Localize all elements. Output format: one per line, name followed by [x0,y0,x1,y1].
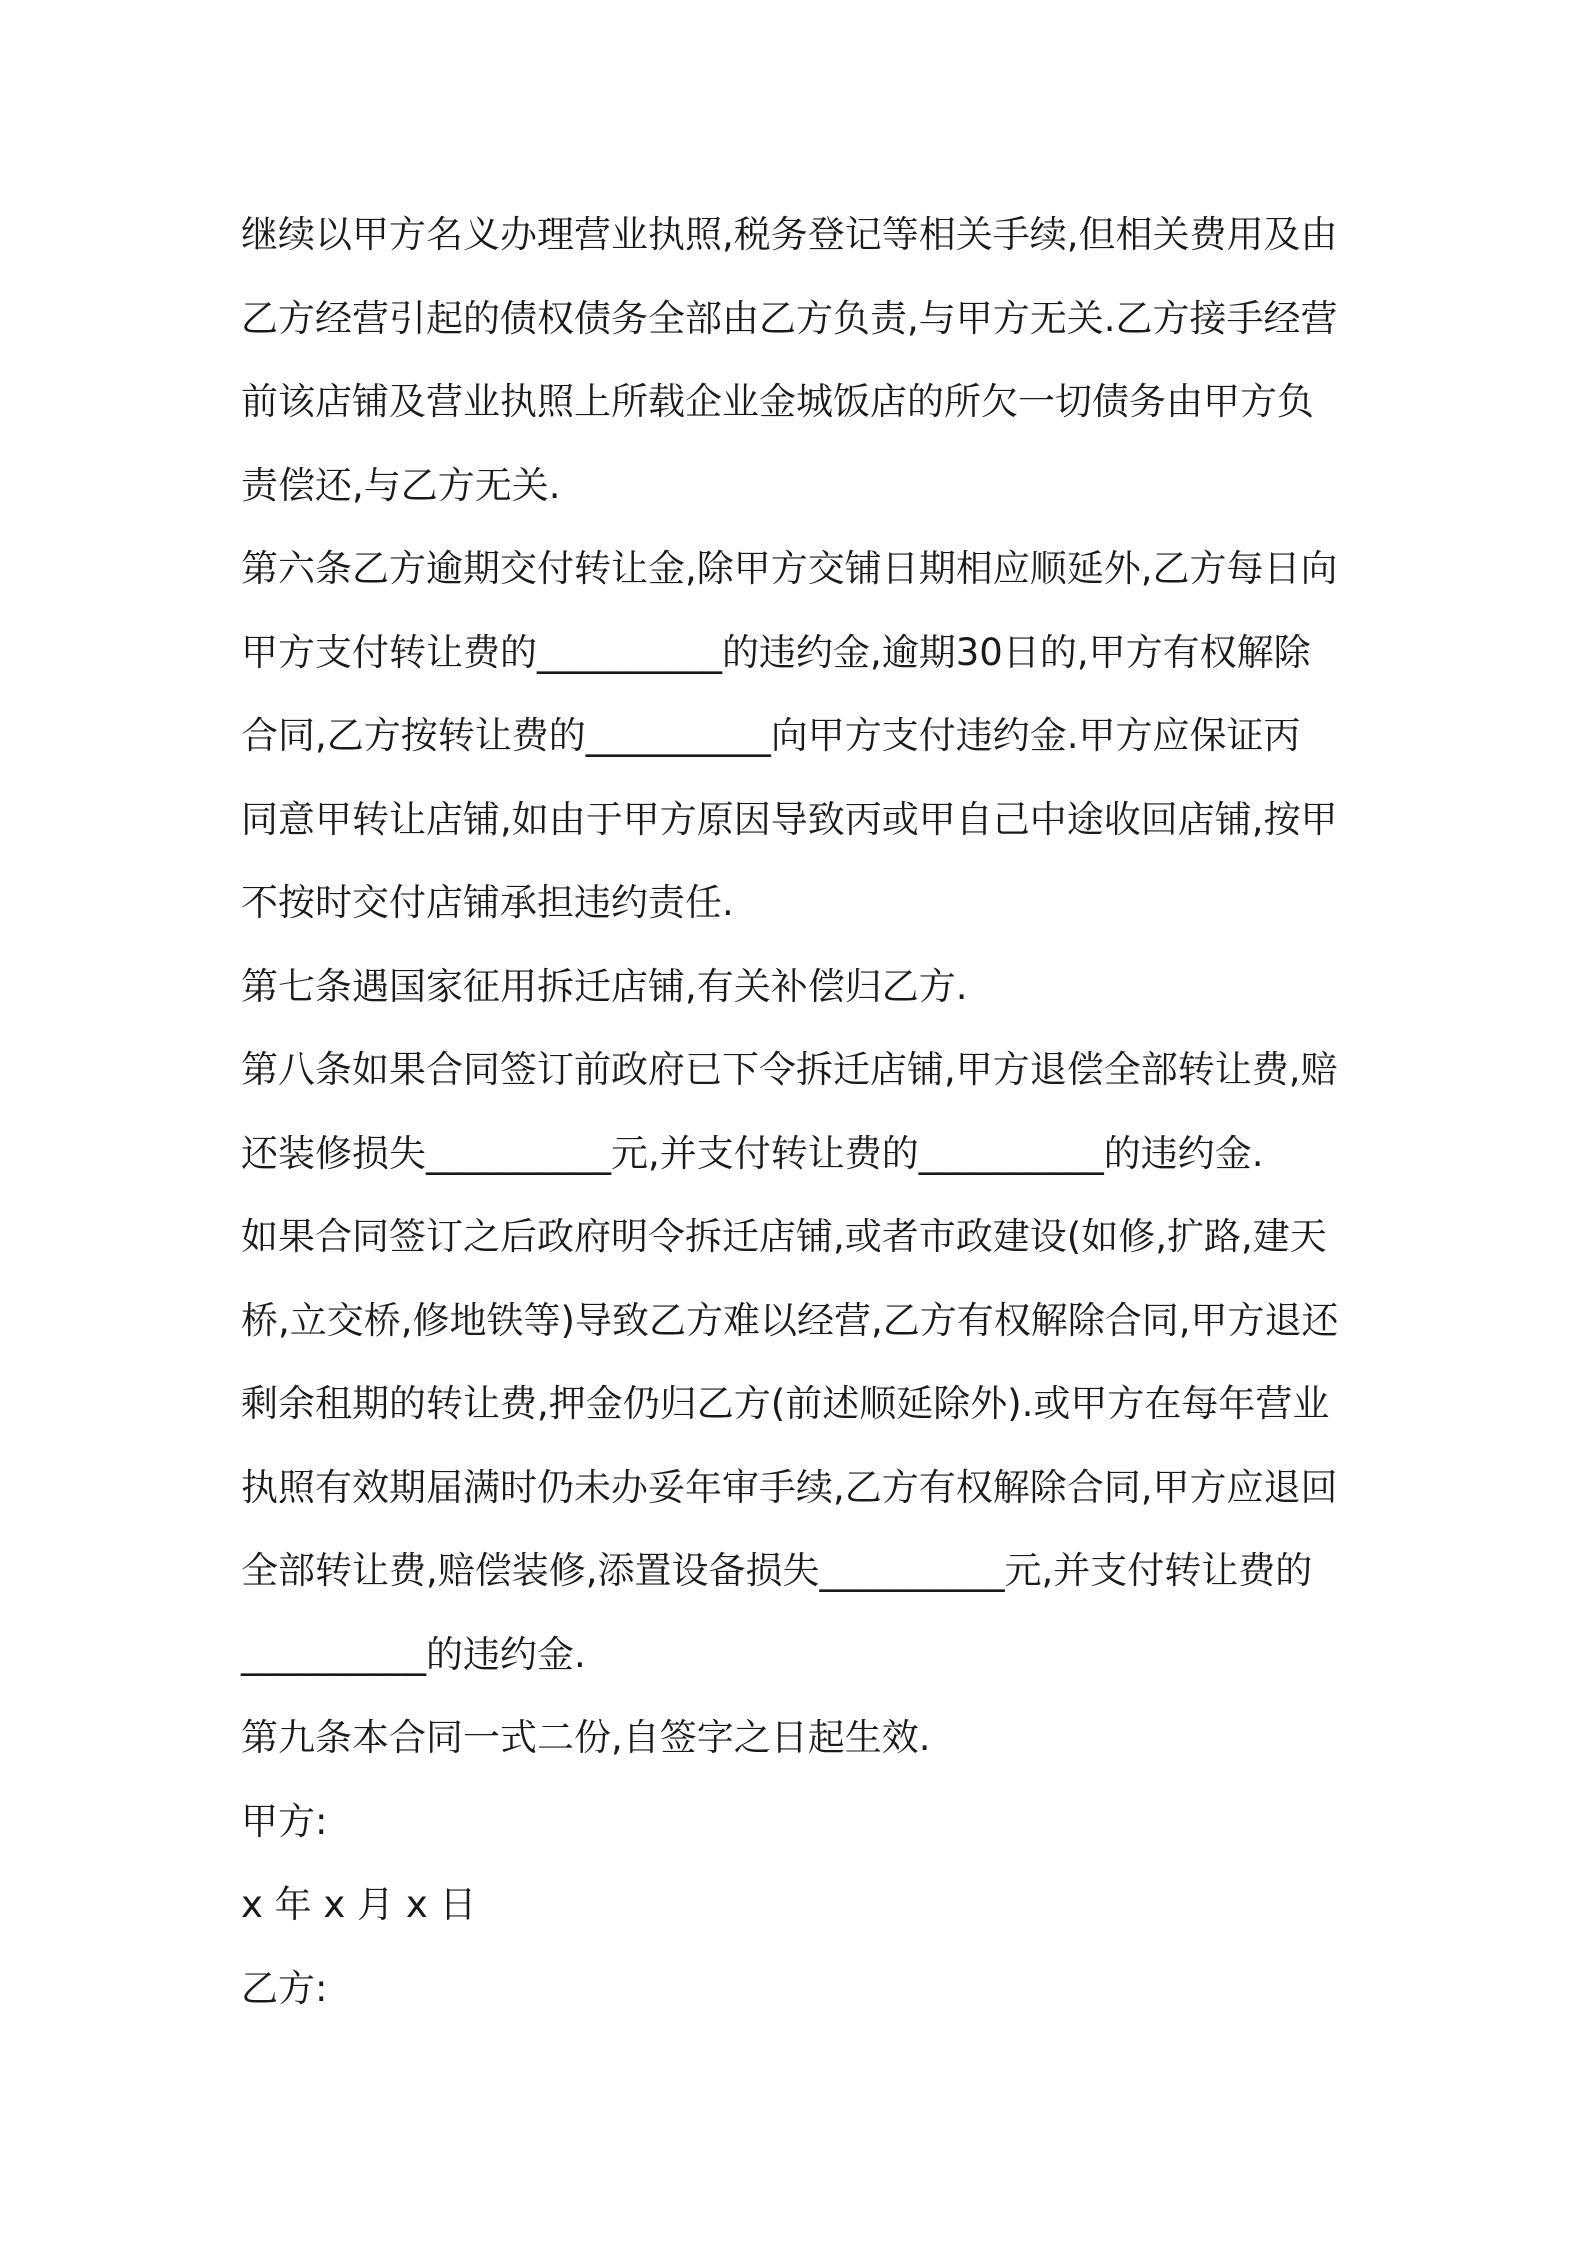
text-line: 合同,乙方按转让费的__________向甲方支付违约金.甲方应保证丙 [241,714,1301,757]
text-line: 桥,立交桥,修地铁等)导致乙方难以经营,乙方有权解除合同,甲方退还 [241,1298,1339,1342]
text-line: __________的违约金. [241,1632,586,1676]
text-line: 乙方经营引起的债权债务全部由乙方负责,与甲方无关.乙方接手经营 [241,296,1338,340]
text-line: 还装修损失__________元,并支付转让费的__________的违约金. [241,1131,1264,1175]
text-line: 如果合同签订之后政府明令拆迁店铺,或者市政建设(如修,扩路,建天 [241,1215,1327,1258]
contract-text [241,193,1361,2030]
text-line: 前该店铺及营业执照上所载企业金城饭店的所欠一切债务由甲方负 [241,380,1314,423]
text-line: 执照有效期届满时仍未办妥年审手续,乙方有权解除合同,甲方应退回 [241,1465,1338,1509]
text-line: 全部转让费,赔偿装修,添置设备损失__________元,并支付转让费的 [241,1549,1313,1592]
signature-date: x 年 x 月 x 日 [241,1883,477,1926]
clause-6-line: 第六条乙方逾期交付转让金,除甲方交铺日期相应顺延外,乙方每日向 [241,547,1338,590]
text-line: 责偿还,与乙方无关. [241,463,561,507]
clause-8-line: 第八条如果合同签订前政府已下令拆迁店铺,甲方退偿全部转让费,赔 [241,1048,1338,1091]
text-line: 继续以甲方名义办理营业执照,税务登记等相关手续,但相关费用及由 [241,213,1338,256]
text-line: 同意甲转让店铺,如由于甲方原因导致丙或甲自己中途收回店铺,按甲 [241,797,1338,841]
party-a-signature-label: 甲方: [241,1799,328,1843]
text-line: 剩余租期的转让费,押金仍归乙方(前述顺延除外).或甲方在每年营业 [241,1382,1330,1425]
clause-9-line: 第九条本合同一式二份,自签字之日起生效. [241,1716,931,1759]
text-line: 不按时交付店铺承担违约责任. [241,881,734,924]
clause-7-line: 第七条遇国家征用拆迁店铺,有关补偿归乙方. [241,964,968,1008]
party-b-signature-label: 乙方: [241,1966,328,2010]
text-line: 甲方支付转让费的__________的违约金,逾期30日的,甲方有权解除 [241,630,1311,674]
